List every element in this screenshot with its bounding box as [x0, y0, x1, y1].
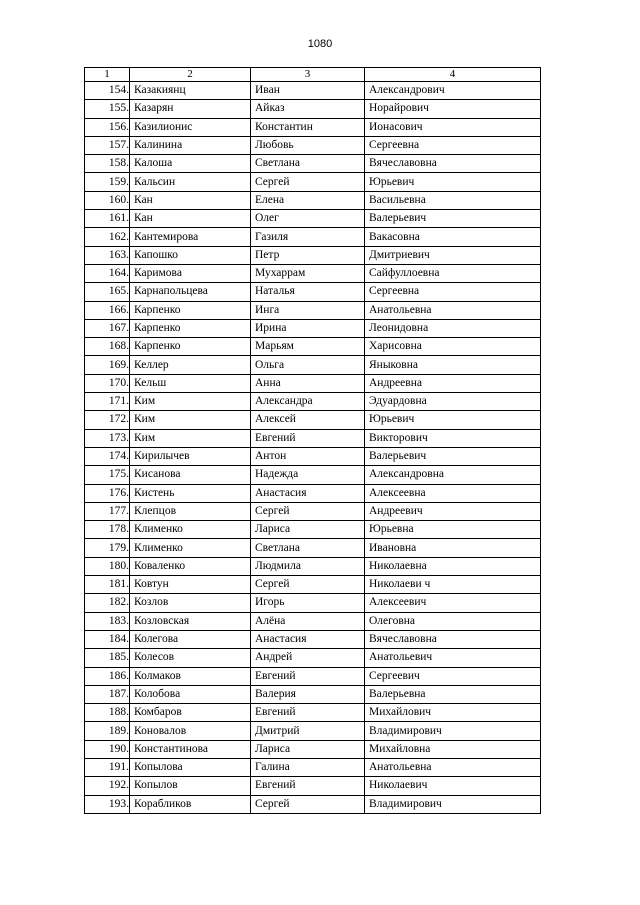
first-name-cell: Анна	[251, 374, 365, 392]
first-name-cell: Мухаррам	[251, 264, 365, 282]
table-row	[85, 557, 541, 575]
patronymic-cell: Ивановна	[365, 539, 541, 557]
surname-cell: Капошко	[130, 246, 251, 264]
surname-cell: Колмаков	[130, 667, 251, 685]
row-number-cell: 170.	[85, 374, 130, 392]
surname-cell: Карпенко	[130, 301, 251, 319]
first-name-cell: Надежда	[251, 466, 365, 484]
patronymic-cell: Сайфуллоевна	[365, 264, 541, 282]
surname-cell: Ким	[130, 411, 251, 429]
first-name-cell: Иван	[251, 82, 365, 100]
table-row	[85, 795, 541, 813]
patronymic-cell: Андреевна	[365, 374, 541, 392]
surname-cell: Ким	[130, 393, 251, 411]
row-number-cell: 167.	[85, 319, 130, 337]
table-row	[85, 136, 541, 154]
first-name-cell: Лариса	[251, 521, 365, 539]
patronymic-cell: Олеговна	[365, 612, 541, 630]
row-number-cell: 174.	[85, 447, 130, 465]
patronymic-cell: Вячеславовна	[365, 630, 541, 648]
first-name-cell: Сергей	[251, 502, 365, 520]
row-number-cell: 186.	[85, 667, 130, 685]
row-number-cell: 172.	[85, 411, 130, 429]
patronymic-cell: Валерьевна	[365, 685, 541, 703]
surname-cell: Карпенко	[130, 319, 251, 337]
row-number-cell: 176.	[85, 484, 130, 502]
table-row	[85, 429, 541, 447]
patronymic-cell: Юрьевич	[365, 173, 541, 191]
table-row	[85, 264, 541, 282]
table-row	[85, 447, 541, 465]
row-number-cell: 181.	[85, 576, 130, 594]
first-name-cell: Сергей	[251, 173, 365, 191]
row-number-cell: 160.	[85, 191, 130, 209]
names-table	[84, 67, 541, 814]
surname-cell: Ким	[130, 429, 251, 447]
patronymic-cell: Вячеславовна	[365, 155, 541, 173]
row-number-cell: 190.	[85, 740, 130, 758]
row-number-cell: 159.	[85, 173, 130, 191]
table-row	[85, 722, 541, 740]
row-number-cell: 166.	[85, 301, 130, 319]
first-name-cell: Дмитрий	[251, 722, 365, 740]
first-name-cell: Любовь	[251, 136, 365, 154]
first-name-cell: Антон	[251, 447, 365, 465]
table-row	[85, 594, 541, 612]
table-row	[85, 612, 541, 630]
surname-cell: Казакиянц	[130, 82, 251, 100]
surname-cell: Коновалов	[130, 722, 251, 740]
table-header-row	[85, 68, 541, 82]
table-row	[85, 155, 541, 173]
table-row	[85, 502, 541, 520]
table-row	[85, 191, 541, 209]
table-row	[85, 576, 541, 594]
patronymic-cell: Николаевич	[365, 777, 541, 795]
surname-cell: Копылова	[130, 758, 251, 776]
patronymic-cell: Михайлович	[365, 704, 541, 722]
table-row	[85, 319, 541, 337]
patronymic-cell: Сергеевна	[365, 283, 541, 301]
first-name-cell: Ирина	[251, 319, 365, 337]
patronymic-cell: Владимирович	[365, 722, 541, 740]
first-name-cell: Сергей	[251, 795, 365, 813]
row-number-cell: 192.	[85, 777, 130, 795]
surname-cell: Кальсин	[130, 173, 251, 191]
row-number-cell: 177.	[85, 502, 130, 520]
patronymic-cell: Васильевна	[365, 191, 541, 209]
patronymic-cell: Валерьевич	[365, 210, 541, 228]
surname-cell: Кан	[130, 210, 251, 228]
surname-cell: Козлов	[130, 594, 251, 612]
surname-cell: Кистень	[130, 484, 251, 502]
table-row	[85, 466, 541, 484]
table-row	[85, 82, 541, 100]
surname-cell: Копылов	[130, 777, 251, 795]
first-name-cell: Сергей	[251, 576, 365, 594]
first-name-cell: Андрей	[251, 649, 365, 667]
row-number-cell: 185.	[85, 649, 130, 667]
row-number-cell: 180.	[85, 557, 130, 575]
row-number-cell: 182.	[85, 594, 130, 612]
first-name-cell: Инга	[251, 301, 365, 319]
patronymic-cell: Вакасовна	[365, 228, 541, 246]
patronymic-cell: Юрьевич	[365, 411, 541, 429]
table-row	[85, 210, 541, 228]
row-number-cell: 161.	[85, 210, 130, 228]
row-number-cell: 163.	[85, 246, 130, 264]
row-number-cell: 168.	[85, 338, 130, 356]
first-name-cell: Валерия	[251, 685, 365, 703]
first-name-cell: Елена	[251, 191, 365, 209]
row-number-cell: 156.	[85, 118, 130, 136]
patronymic-cell: Владимирович	[365, 795, 541, 813]
table-row	[85, 246, 541, 264]
table-row	[85, 521, 541, 539]
table-row	[85, 667, 541, 685]
table-row	[85, 173, 541, 191]
surname-cell: Клименко	[130, 539, 251, 557]
first-name-cell: Марьям	[251, 338, 365, 356]
first-name-cell: Алексей	[251, 411, 365, 429]
patronymic-cell: Анатольевна	[365, 301, 541, 319]
surname-cell: Карпенко	[130, 338, 251, 356]
first-name-cell: Газиля	[251, 228, 365, 246]
table-row	[85, 393, 541, 411]
surname-cell: Калоша	[130, 155, 251, 173]
surname-cell: Клепцов	[130, 502, 251, 520]
patronymic-cell: Александровна	[365, 466, 541, 484]
table-row	[85, 777, 541, 795]
surname-cell: Кантемирова	[130, 228, 251, 246]
first-name-cell: Лариса	[251, 740, 365, 758]
first-name-cell: Константин	[251, 118, 365, 136]
surname-cell: Коваленко	[130, 557, 251, 575]
table-row	[85, 539, 541, 557]
surname-cell: Кисанова	[130, 466, 251, 484]
table-body	[85, 82, 541, 814]
row-number-cell: 179.	[85, 539, 130, 557]
first-name-cell: Ольга	[251, 356, 365, 374]
patronymic-cell: Анатольевич	[365, 649, 541, 667]
surname-cell: Корабликов	[130, 795, 251, 813]
row-number-cell: 188.	[85, 704, 130, 722]
surname-cell: Калинина	[130, 136, 251, 154]
surname-cell: Карнапольцева	[130, 283, 251, 301]
column-header-3: 3	[251, 68, 365, 82]
surname-cell: Константинова	[130, 740, 251, 758]
table-row	[85, 484, 541, 502]
surname-cell: Кирилычев	[130, 447, 251, 465]
surname-cell: Колобова	[130, 685, 251, 703]
first-name-cell: Людмила	[251, 557, 365, 575]
row-number-cell: 158.	[85, 155, 130, 173]
patronymic-cell: Алексеевич	[365, 594, 541, 612]
patronymic-cell: Юрьевна	[365, 521, 541, 539]
row-number-cell: 171.	[85, 393, 130, 411]
row-number-cell: 155.	[85, 100, 130, 118]
first-name-cell: Светлана	[251, 155, 365, 173]
patronymic-cell: Александрович	[365, 82, 541, 100]
first-name-cell: Игорь	[251, 594, 365, 612]
row-number-cell: 183.	[85, 612, 130, 630]
first-name-cell: Евгений	[251, 777, 365, 795]
surname-cell: Келлер	[130, 356, 251, 374]
surname-cell: Козловская	[130, 612, 251, 630]
patronymic-cell: Сергеевич	[365, 667, 541, 685]
row-number-cell: 162.	[85, 228, 130, 246]
patronymic-cell: Яныковна	[365, 356, 541, 374]
surname-cell: Колесов	[130, 649, 251, 667]
row-number-cell: 193.	[85, 795, 130, 813]
table-row	[85, 228, 541, 246]
table-row	[85, 283, 541, 301]
first-name-cell: Анастасия	[251, 484, 365, 502]
first-name-cell: Айказ	[251, 100, 365, 118]
patronymic-cell: Ионасович	[365, 118, 541, 136]
surname-cell: Кан	[130, 191, 251, 209]
patronymic-cell: Андреевич	[365, 502, 541, 520]
table-row	[85, 685, 541, 703]
row-number-cell: 189.	[85, 722, 130, 740]
row-number-cell: 165.	[85, 283, 130, 301]
surname-cell: Колегова	[130, 630, 251, 648]
first-name-cell: Олег	[251, 210, 365, 228]
first-name-cell: Александра	[251, 393, 365, 411]
patronymic-cell: Норайрович	[365, 100, 541, 118]
first-name-cell: Галина	[251, 758, 365, 776]
row-number-cell: 154.	[85, 82, 130, 100]
patronymic-cell: Алексеевна	[365, 484, 541, 502]
table-row	[85, 374, 541, 392]
table-row	[85, 356, 541, 374]
patronymic-cell: Николаевна	[365, 557, 541, 575]
first-name-cell: Светлана	[251, 539, 365, 557]
patronymic-cell: Леонидовна	[365, 319, 541, 337]
patronymic-cell: Дмитриевич	[365, 246, 541, 264]
table-row	[85, 411, 541, 429]
row-number-cell: 164.	[85, 264, 130, 282]
table-row	[85, 704, 541, 722]
surname-cell: Казарян	[130, 100, 251, 118]
table-row	[85, 338, 541, 356]
first-name-cell: Евгений	[251, 667, 365, 685]
patronymic-cell: Анатольевна	[365, 758, 541, 776]
surname-cell: Ковтун	[130, 576, 251, 594]
page-number: 1080	[307, 38, 333, 50]
first-name-cell: Алёна	[251, 612, 365, 630]
first-name-cell: Наталья	[251, 283, 365, 301]
patronymic-cell: Валерьевич	[365, 447, 541, 465]
surname-cell: Каримова	[130, 264, 251, 282]
table-row	[85, 118, 541, 136]
row-number-cell: 175.	[85, 466, 130, 484]
row-number-cell: 173.	[85, 429, 130, 447]
row-number-cell: 184.	[85, 630, 130, 648]
table-row	[85, 301, 541, 319]
row-number-cell: 169.	[85, 356, 130, 374]
column-header-4: 4	[365, 68, 541, 82]
surname-cell: Клименко	[130, 521, 251, 539]
table-row	[85, 630, 541, 648]
table-row	[85, 740, 541, 758]
patronymic-cell: Михайловна	[365, 740, 541, 758]
patronymic-cell: Викторович	[365, 429, 541, 447]
row-number-cell: 191.	[85, 758, 130, 776]
row-number-cell: 157.	[85, 136, 130, 154]
first-name-cell: Петр	[251, 246, 365, 264]
row-number-cell: 187.	[85, 685, 130, 703]
table-row	[85, 649, 541, 667]
patronymic-cell: Харисовна	[365, 338, 541, 356]
table-row	[85, 758, 541, 776]
column-header-2: 2	[130, 68, 251, 82]
column-header-1: 1	[85, 68, 130, 82]
row-number-cell: 178.	[85, 521, 130, 539]
patronymic-cell: Сергеевна	[365, 136, 541, 154]
first-name-cell: Анастасия	[251, 630, 365, 648]
surname-cell: Казилионис	[130, 118, 251, 136]
surname-cell: Кельш	[130, 374, 251, 392]
first-name-cell: Евгений	[251, 704, 365, 722]
surname-cell: Комбаров	[130, 704, 251, 722]
patronymic-cell: Николаеви ч	[365, 576, 541, 594]
table-row	[85, 100, 541, 118]
first-name-cell: Евгений	[251, 429, 365, 447]
patronymic-cell: Эдуардовна	[365, 393, 541, 411]
